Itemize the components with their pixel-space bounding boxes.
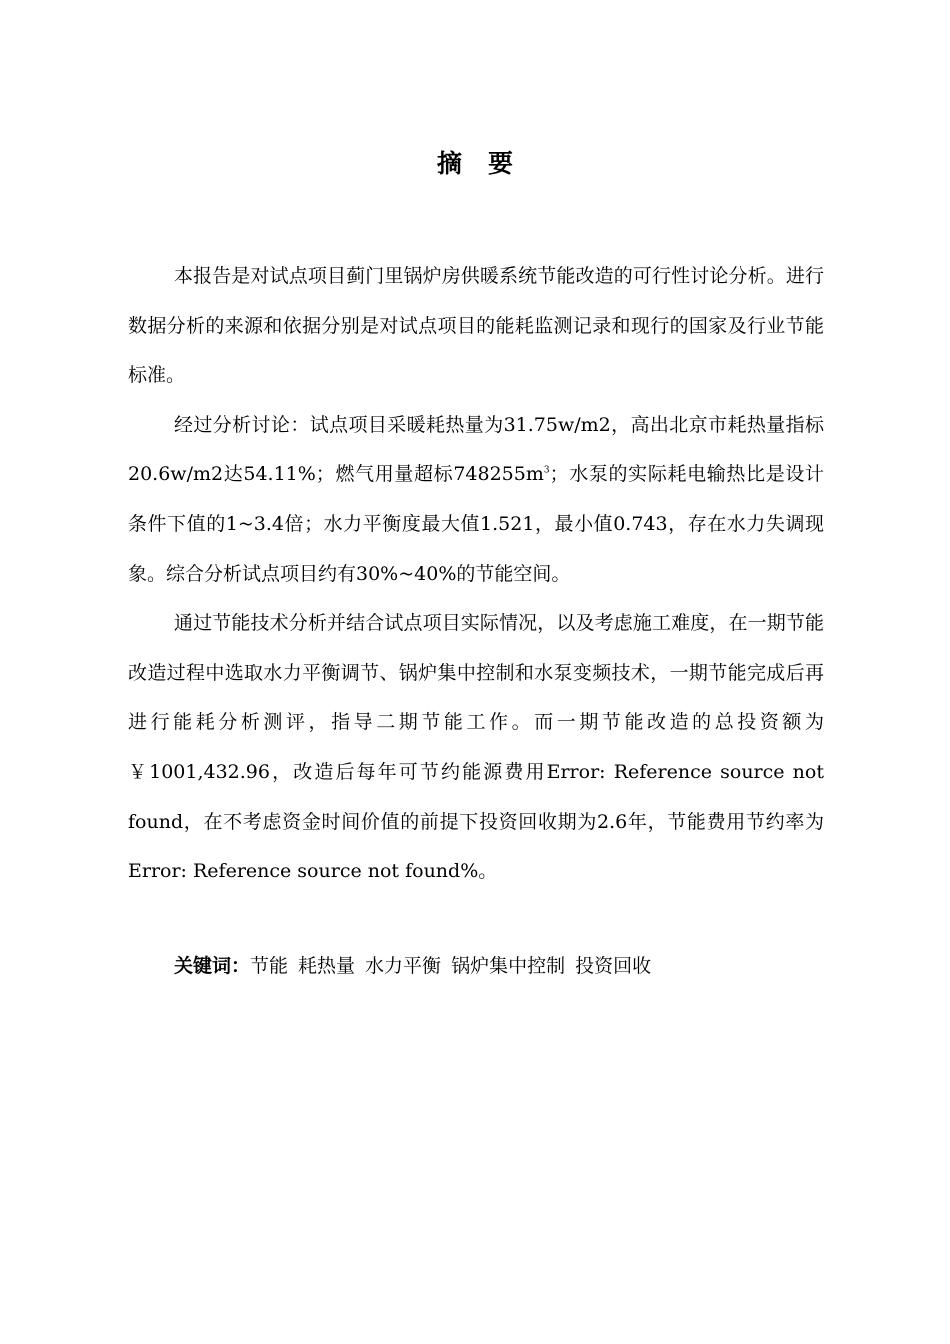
abstract-paragraph-1: 本报告是对试点项目蓟门里锅炉房供暖系统节能改造的可行性讨论分析。进行数据分析的来源和依据分别是对试点项目的能耗监测记录和现行的国家及行业节能标准。 — [128, 265, 824, 387]
abstract-title — [0, 144, 950, 180]
keywords-label: 关键词： — [174, 955, 251, 977]
keyword-item: 投资回收 — [575, 955, 652, 977]
abstract-body — [128, 252, 824, 897]
keyword-item: 节能 — [250, 955, 289, 977]
keyword-item: 水力平衡 — [365, 955, 442, 977]
keyword-item: 锅炉集中控制 — [451, 955, 566, 977]
keywords-line — [174, 948, 661, 984]
abstract-paragraph-3: 通过节能技术分析并结合试点项目实际情况，以及考虑施工难度，在一期节能改造过程中选取水力平衡调节、锅炉集中控制和水泵变频技术，一期节能完成后再进行能耗分析测评，指导二期节能工作。而一期节能改造的总投资额为￥1001,432.96，改造后每年可节约能源费用Error: Reference source not found，在不考虑资金时间价值的前提下投资回收期为2.6年，节能费用节约率为Error: Reference source not found%。 — [128, 612, 824, 883]
paragraph-2-text-a: 经过分析讨论：试点项目采暖耗热量为31.75w/m2，高出北京市耗热量指标20.6w/m2达54.11%；燃气用量超标748255m — [128, 413, 824, 486]
paragraph-2-text-b: ；水泵的实际耗电输热比是设计条件下值的1~3.4倍；水力平衡度最大值1.521，最小值0.743，存在水力失调现象。综合分析试点项目约有30%~40%的节能空间。 — [128, 463, 824, 585]
abstract-paragraph-2 — [128, 401, 824, 599]
keyword-item: 耗热量 — [298, 955, 356, 977]
superscript-3: 3 — [543, 466, 550, 477]
abstract-title-char-1: 摘 — [436, 149, 462, 178]
abstract-title-char-2: 要 — [488, 149, 514, 178]
